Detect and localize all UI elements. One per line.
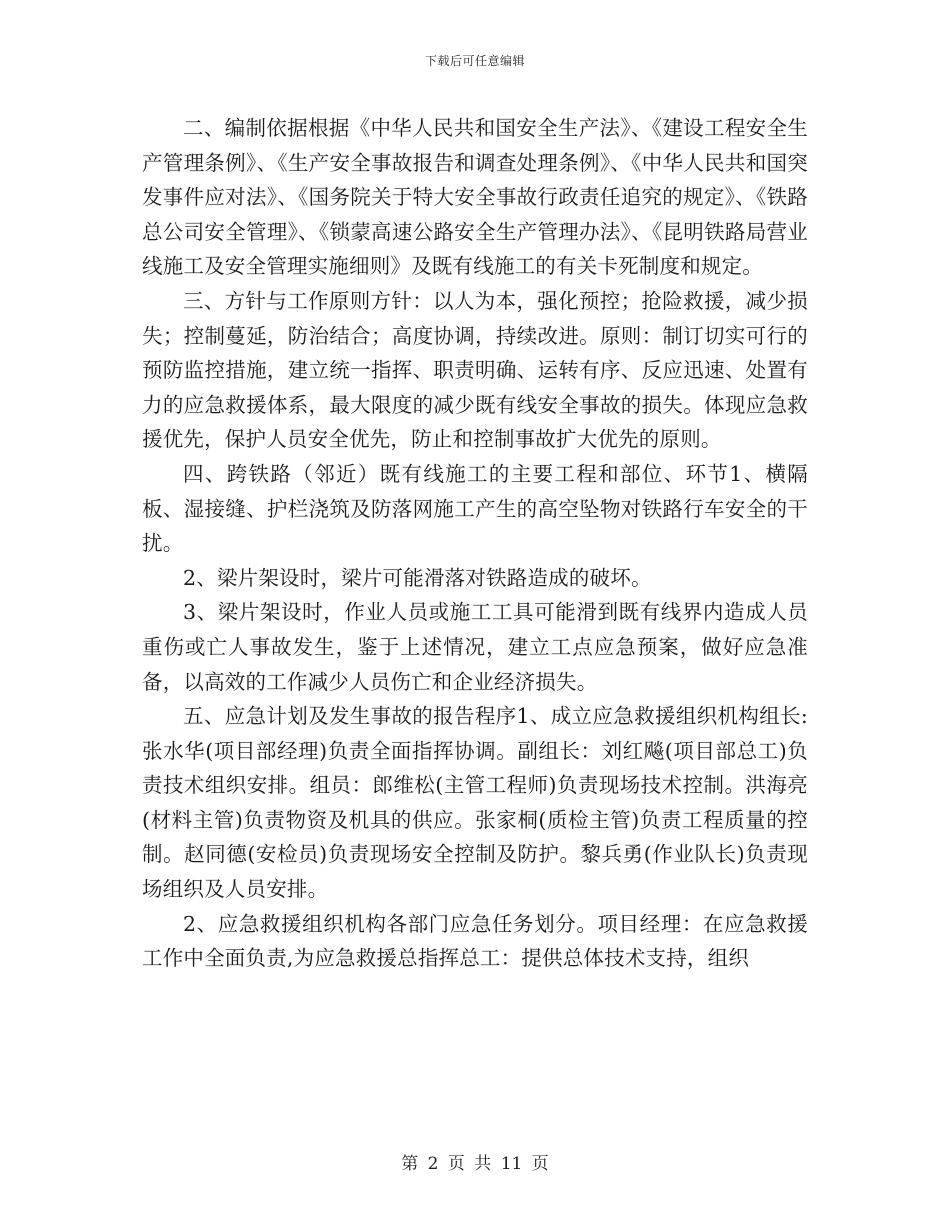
paragraph-beam-risk: 2、梁片架设时，梁片可能滑落对铁路造成的破坏。 <box>183 565 652 590</box>
paragraph-basis: 二、编制依据根据《中华人民共和国安全生产法》、《建设工程安全生产管理条例》、《生产安全事故报告和调查处理条例》、《中华人民共和国突发事件应对法》、《国务院关于特大安全事故行政责任追究的规定》、《铁路总公司安全管理》、《锁蒙高速公路安全生产管理办法》、《昆明铁路局营业线施工及安全管理实施细则》及既有线施工的有关卡死制度和规定。 <box>142 116 808 279</box>
page-number-footer: 第 2 页 共 11 页 <box>401 1154 549 1174</box>
paragraph-emergency-plan: 五、应急计划及发生事故的报告程序1、成立应急救援组织机构组长:张水华(项目部经理)负责全面指挥协调。副组长：刘红飚(项目部总工)负责技术组织安排。组员：郎维松(主管工程师)负责现场技术控制。洪海亮(材料主管)负责物资及机具的供应。张家桐(质检主管)负责工程质量的控制。赵同德(安检员)负责现场安全控制及防护。黎兵勇(作业队长)负责现场组织及人员安排。 <box>142 704 808 902</box>
paragraph-personnel-risk: 3、梁片架设时，作业人员或施工工具可能滑到既有线界内造成人员重伤或亡人事故发生，鉴于上述情况，建立工点应急预案，做好应急准备，以高效的工作减少人员伤亡和企业经济损失。 <box>142 600 808 694</box>
document-body <box>142 111 808 976</box>
paragraph-principles: 三、方针与工作原则方针：以人为本，强化预控；抢险救援，减少损失；控制蔓延，防治结合；高度协调，持续改进。原则：制订切实可行的预防监控措施，建立统一指挥、职责明确、运转有序、反应迅速、处置有力的应急救援体系，最大限度的减少既有线安全事故的损失。体现应急救援优先，保护人员安全优先，防止和控制事故扩大优先的原则。 <box>142 288 808 452</box>
paragraph-main-works: 四、跨铁路（邻近）既有线施工的主要工程和部位、环节1、横隔板、湿接缝、护栏浇筑及防落网施工产生的高空坠物对铁路行车安全的干扰。 <box>142 461 808 556</box>
page-header: 下载后可任意编辑 <box>424 54 525 68</box>
paragraph-task-division: 2、应急救援组织机构各部门应急任务划分。项目经理：在应急救援工作中全面负责,为应急救援总指挥总工：提供总体技术支持，组织 <box>142 911 808 971</box>
